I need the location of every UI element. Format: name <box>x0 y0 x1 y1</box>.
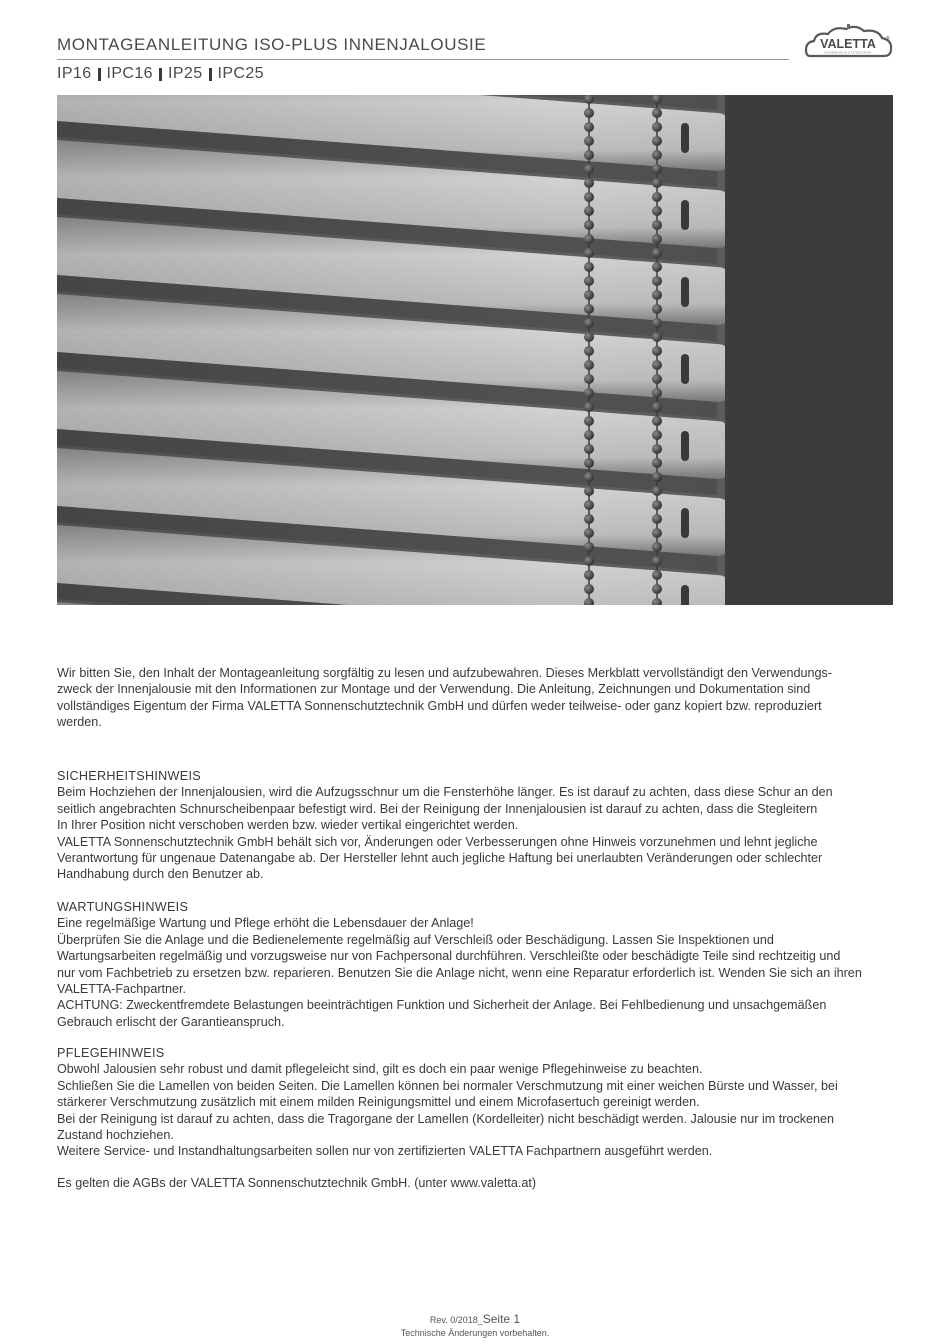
agb-text: Es gelten die AGBs der VALETTA Sonnenschutztechnik GmbH. (unter www.valetta.at) <box>57 1176 537 1190</box>
blinds-illustration <box>57 95 893 605</box>
cord-bead <box>652 192 662 202</box>
cord-bead <box>652 290 662 300</box>
safety-line: Handhabung durch den Benutzer ab. <box>57 867 264 882</box>
care-line: Obwohl Jalousien sehr robust und damit pflegeleicht sind, gilt es doch ein paar wenige Pflegehinweise zu beachten. <box>57 1062 703 1077</box>
safety-line: Verantwortung für ungenaue Datenangabe ab. Der Hersteller lehnt auch jegliche Haftung bei unerlaubten Veränderungen oder schlechter <box>57 851 823 866</box>
cord-bead <box>584 402 594 412</box>
cord-bead <box>584 108 594 118</box>
agb-note <box>57 1175 893 1191</box>
care-line: Weitere Service- und Instandhaltungsarbeiten sollen nur von zertifizierten VALETTA Fachpartnern ausgeführt werden. <box>57 1144 713 1159</box>
intro-line: werden. <box>57 715 102 730</box>
cord-bead <box>652 584 662 594</box>
cord-bead <box>652 318 662 328</box>
cord-bead <box>584 472 594 482</box>
cord-bead <box>584 514 594 524</box>
maintenance-line: nur vom Fachbetrieb zu ersetzen bzw. reparieren. Benutzen Sie die Anlage nicht, wenn eine Reparatur erforderlich ist. Wenden Sie sich an ihren <box>57 965 862 980</box>
cord-bead <box>584 262 594 272</box>
cord-bead <box>652 304 662 314</box>
safety-line: Beim Hochziehen der Innenjalousien, wird die Aufzugsschnur um die Fensterhöhe länger. Es ist darauf zu achten, dass diese Schur an den <box>57 785 833 800</box>
safety-heading: SICHERHEITSHINWEIS <box>57 769 201 783</box>
model-separator <box>98 68 101 81</box>
safety-line: seitlich angebrachten Schnurscheibenpaar befestigt wird. Bei der Reinigung der Innenjalousien ist darauf zu achten, dass die Stegleitern <box>57 801 818 816</box>
cord-bead <box>652 416 662 426</box>
cord-bead <box>652 486 662 496</box>
cord-bead <box>652 444 662 454</box>
intro-line: vollständiges Eigentum der Firma VALETTA Sonnenschutztechnik GmbH und dürfen weder teilweise- oder ganz kopiert bzw. reproduziert <box>57 698 822 713</box>
cord-bead <box>652 472 662 482</box>
logo-registered-mark: ® <box>886 36 890 42</box>
safety-line: VALETTA Sonnenschutztechnik GmbH behält sich vor, Änderungen oder Verbesserungen ohne Hinweis vorzunehmen und lehnt jegliche <box>57 834 818 849</box>
intro-paragraph <box>57 665 893 731</box>
maintenance-line: ACHTUNG: Zweckentfremdete Belastungen beeinträchtigen Funktion und Sicherheit der Anlage. Bei Fehlbedienung und unsachgemäßen <box>57 998 827 1013</box>
cord-bead <box>584 220 594 230</box>
cord-bead <box>584 122 594 132</box>
valetta-logo <box>804 20 894 62</box>
model-ipc25: IPC25 <box>217 65 264 82</box>
safety-section <box>57 768 893 883</box>
model-separator <box>209 68 212 81</box>
cord-bead <box>652 374 662 384</box>
cord-bead <box>584 584 594 594</box>
cord-bead <box>584 528 594 538</box>
model-ip16: IP16 <box>57 65 92 82</box>
cord-bead <box>584 150 594 160</box>
cord-bead <box>652 360 662 370</box>
cord-bead <box>584 164 594 174</box>
care-section <box>57 1045 893 1160</box>
cord-bead <box>652 164 662 174</box>
cord-bead <box>584 388 594 398</box>
footer-page-line <box>0 1310 950 1328</box>
care-line: Zustand hochziehen. <box>57 1128 174 1143</box>
cord-bead <box>584 304 594 314</box>
cord-bead <box>584 374 594 384</box>
page-number: Seite 1 <box>482 1312 521 1326</box>
cord-bead <box>652 332 662 342</box>
logo-tagline: SONNENSCHUTZTECHNIK <box>824 50 872 55</box>
maintenance-line: Wartungsarbeiten regelmäßig und vorzugsweise nur von Fachpersonal durchführen. Verschleißte oder beschädigte Teile sind rechtzeitig und <box>57 949 841 964</box>
cord-bead <box>584 444 594 454</box>
cord-bead <box>652 276 662 286</box>
care-line: Bei der Reinigung ist darauf zu achten, dass die Tragorgane der Lamellen (Kordelleiter) nicht beschädigt werden. Jalousie nur im trockenen <box>57 1111 835 1126</box>
cord-bead <box>652 458 662 468</box>
cord-bead <box>652 248 662 258</box>
blinds-photo <box>57 95 893 605</box>
cord-bead <box>584 234 594 244</box>
cord-bead <box>652 570 662 580</box>
cord-bead <box>652 136 662 146</box>
cord-bead <box>652 430 662 440</box>
maintenance-line: Eine regelmäßige Wartung und Pflege erhöht die Lebensdauer der Anlage! <box>57 916 474 931</box>
revision-label: Rev. 0/2018_ <box>429 1315 483 1325</box>
logo-text: VALETTA <box>820 37 876 51</box>
cord-bead <box>652 220 662 230</box>
cord-bead <box>584 458 594 468</box>
cord-bead <box>584 500 594 510</box>
model-separator <box>159 68 162 81</box>
cord-bead <box>584 570 594 580</box>
cord-bead <box>652 542 662 552</box>
cord-bead <box>584 248 594 258</box>
maintenance-line: Überprüfen Sie die Anlage und die Bedienelemente regelmäßig auf Verschleiß oder Beschädigung. Lassen Sie Inspektionen und <box>57 932 774 947</box>
maintenance-heading: WARTUNGSHINWEIS <box>57 900 189 914</box>
cord-bead <box>584 290 594 300</box>
cord-bead <box>652 150 662 160</box>
cord-bead <box>652 500 662 510</box>
safety-line: In Ihrer Position nicht verschoben werden bzw. wieder vertikal eingerichtet werden. <box>57 818 519 833</box>
footer <box>0 1310 950 1338</box>
cord-bead <box>584 486 594 496</box>
cord-bead <box>652 122 662 132</box>
cord-bead <box>652 178 662 188</box>
cord-bead <box>652 402 662 412</box>
care-heading: PFLEGEHINWEIS <box>57 1046 165 1060</box>
cord-bead <box>584 346 594 356</box>
cord-bead <box>584 430 594 440</box>
care-line: stärkerer Verschmutzung zusätzlich mit einem milden Reinigungsmittel und einem Microfasertuch gereinigt werden. <box>57 1095 700 1110</box>
cord-bead <box>652 514 662 524</box>
cord-bead <box>652 108 662 118</box>
maintenance-section <box>57 899 893 1030</box>
model-ip25: IP25 <box>167 65 203 82</box>
footer-disclaimer: Technische Änderungen vorbehalten. <box>400 1328 550 1338</box>
cord-bead <box>652 556 662 566</box>
cord-bead <box>652 388 662 398</box>
cord-bead <box>652 528 662 538</box>
intro-line: zweck der Innenjalousie mit den Informationen zur Montage und der Verwendung. Die Anleitung, Zeichnungen und Dokumentation sind <box>57 682 811 697</box>
cord-bead <box>584 206 594 216</box>
cord-bead <box>584 416 594 426</box>
model-list <box>57 65 264 83</box>
cord-bead <box>584 136 594 146</box>
cord-bead <box>652 346 662 356</box>
header-divider <box>57 59 789 60</box>
maintenance-line: VALETTA-Fachpartner. <box>57 982 187 997</box>
cord-bead <box>584 332 594 342</box>
cord-bead <box>652 206 662 216</box>
document-title: MONTAGEANLEITUNG ISO-PLUS INNENJALOUSIE <box>57 35 487 54</box>
cord-bead <box>584 192 594 202</box>
cord-bead <box>584 360 594 370</box>
care-line: Schließen Sie die Lamellen von beiden Seiten. Die Lamellen können bei normaler Verschmutzung mit einer weichen Bürste und Wasser, bei <box>57 1078 838 1093</box>
model-ipc16: IPC16 <box>106 65 153 82</box>
cord-bead <box>652 234 662 244</box>
intro-line: Wir bitten Sie, den Inhalt der Montageanleitung sorgfältig zu lesen und aufzubewahren. Dieses Merkblatt vervollständigt den Verwendungs- <box>57 666 832 680</box>
cord-bead <box>652 262 662 272</box>
cord-bead <box>584 276 594 286</box>
cord-bead <box>584 542 594 552</box>
maintenance-line: Gebrauch erlischt der Garantieanspruch. <box>57 1014 285 1029</box>
cord-bead <box>584 178 594 188</box>
cord-bead <box>584 556 594 566</box>
cord-bead <box>584 318 594 328</box>
